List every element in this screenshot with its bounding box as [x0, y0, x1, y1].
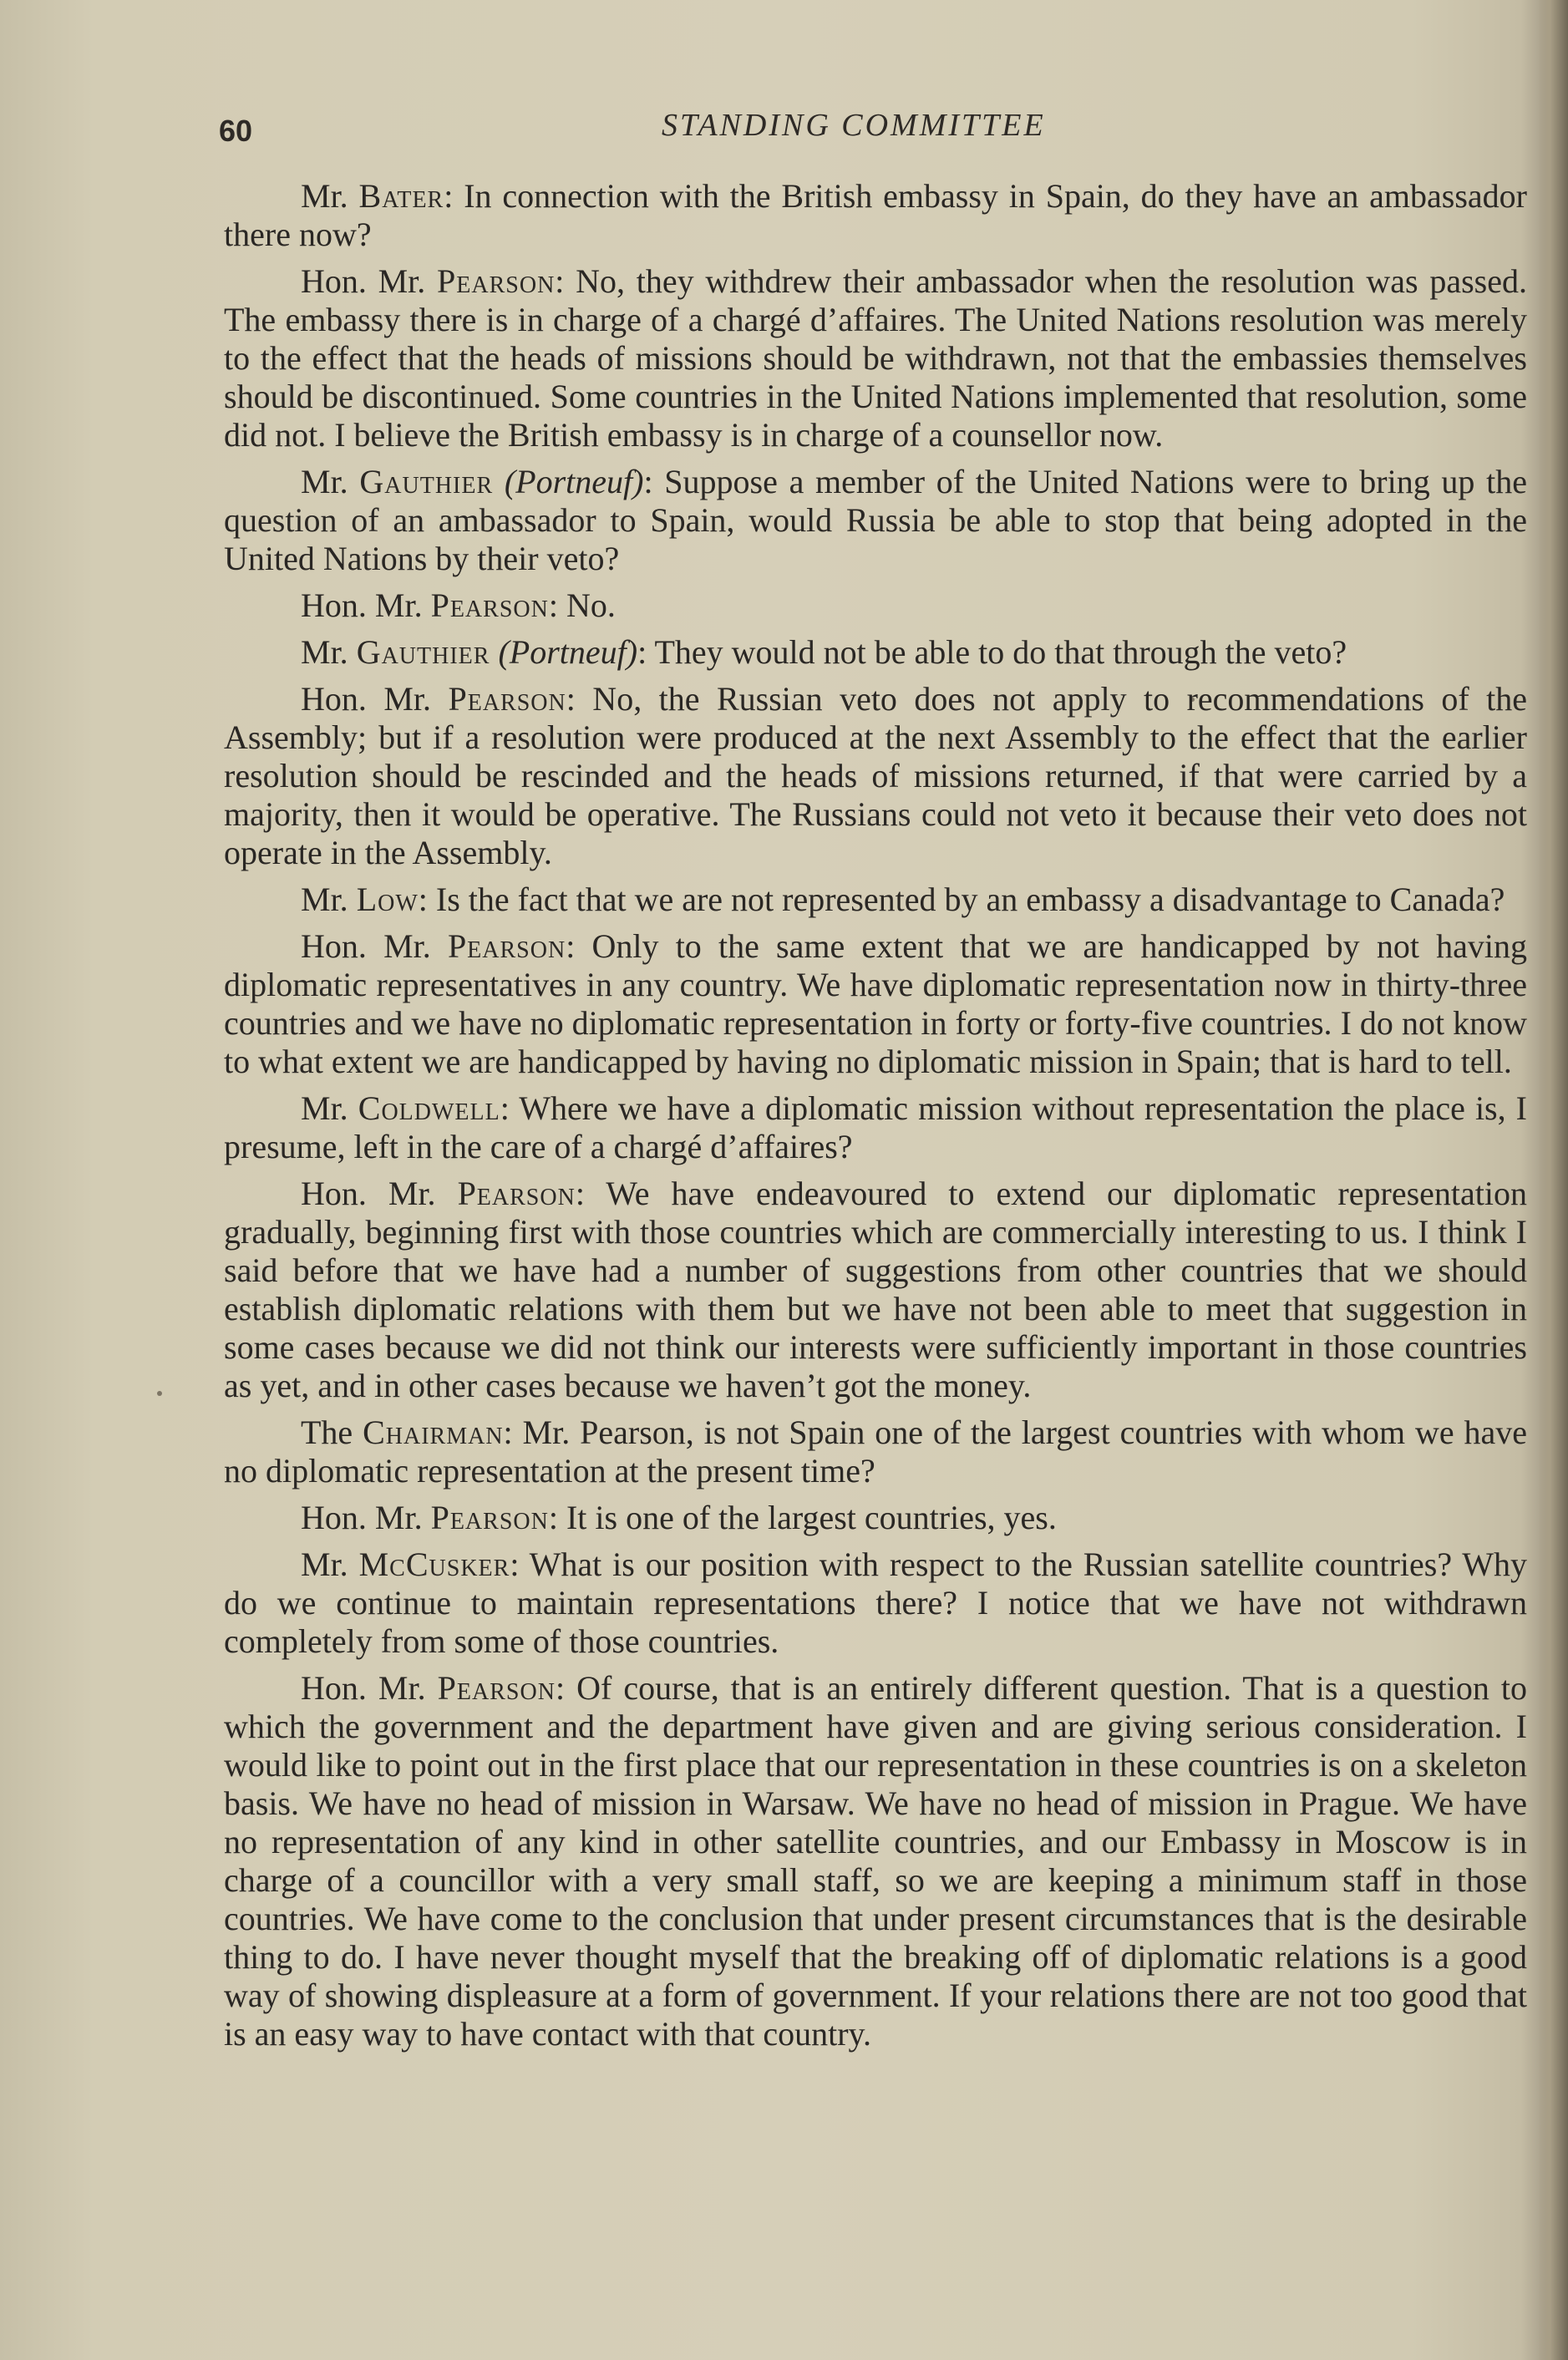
speaker-colon: :	[510, 1545, 520, 1583]
speech-text: Suppose a member of the United Nations were to bring up the question of an ambassador to Spain, would Russia be able to stop that being adopted in the United Nations by their veto?	[224, 463, 1527, 577]
speaker-colon: :	[575, 1175, 585, 1212]
speaker-title: Hon. Mr.	[301, 1499, 423, 1536]
speech-text: It is one of the largest countries, yes.	[557, 1499, 1057, 1536]
speaker-colon: :	[503, 1413, 513, 1451]
transcript-paragraph	[224, 1499, 1527, 1537]
speaker-name: Chairman	[363, 1413, 504, 1451]
transcript-paragraph	[224, 1669, 1527, 2053]
speaker-colon: :	[418, 881, 428, 918]
speaker-title: Hon. Mr.	[301, 262, 426, 300]
transcript-paragraph	[224, 927, 1527, 1081]
speaker-colon: :	[500, 1089, 510, 1127]
speaker-colon: :	[566, 927, 576, 965]
speaker-name: Gauthier	[359, 463, 494, 500]
speaker-name: Gauthier	[356, 633, 490, 671]
transcript-paragraph	[224, 1413, 1527, 1490]
speaker-colon: :	[548, 586, 558, 624]
speech-text: Mr. Pearson, is not Spain one of the largest countries with whom we have no diplomatic representation at the present time?	[224, 1413, 1528, 1490]
speaker-name: Low	[356, 881, 419, 918]
speaker-constituency: (Portneuf)	[504, 463, 644, 500]
speaker-title: Mr.	[301, 177, 348, 215]
transcript-paragraph	[224, 881, 1527, 919]
transcript-paragraph	[224, 1545, 1527, 1661]
speaker-colon: :	[444, 177, 454, 215]
speech-text: No, they withdrew their ambassador when the resolution was passed. The embassy there is in charge of a chargé d’affaires. The United Nations resolution was merely to the effect that the heads of missions should be withdrawn, not that the embassies themselves should be discontinued. Some countries in the United Nations implemented that resolution, some did not. I believe the British embassy is in charge of a counsellor now.	[224, 262, 1527, 454]
speech-text: They would not be able to do that through the veto?	[647, 633, 1347, 671]
speaker-title: Hon. Mr.	[301, 927, 431, 965]
speech-text: We have endeavoured to extend our diplomatic representation gradually, beginning first with those countries which are commercially interesting to us. I think I said before that we have had a number of suggestions from other countries that we should establish diplomatic relations with them but we have not been able to meet that suggestion in some cases because we did not think our interests were sufficiently important in those countries as yet, and in other cases because we haven’t got the money.	[224, 1175, 1527, 1404]
speaker-title: Hon. Mr.	[301, 1669, 426, 1707]
speech-text: What is our position with respect to the Russian satellite countries? Why do we continue to maintain representations there? I notice that we have not withdrawn completely from some of those countries.	[224, 1545, 1528, 1660]
speaker-name: Pearson	[430, 1499, 549, 1536]
speaker-name: Pearson	[447, 927, 566, 965]
speaker-name: McCusker	[358, 1545, 510, 1583]
speaker-name: Pearson	[430, 586, 549, 624]
transcript-paragraph	[224, 262, 1527, 454]
speaker-name: Coldwell	[358, 1089, 500, 1127]
speaker-title: Mr.	[301, 1545, 348, 1583]
transcript-paragraph	[224, 1089, 1527, 1166]
transcript-paragraph	[224, 680, 1527, 872]
transcript-paragraph	[224, 177, 1527, 254]
speaker-name: Pearson	[437, 1669, 556, 1707]
speaker-title: The	[301, 1413, 353, 1451]
speaker-name: Bater	[358, 177, 444, 215]
page-header	[219, 107, 1514, 157]
running-title: STANDING COMMITTEE	[662, 108, 1046, 143]
speaker-title: Hon. Mr.	[301, 586, 423, 624]
speech-text: No.	[557, 586, 616, 624]
transcript-paragraph	[224, 633, 1527, 672]
speech-text: Where we have a diplomatic mission without representation the place is, I presume, left in the care of a chargé d’affaires?	[224, 1089, 1528, 1165]
transcript-paragraph	[224, 1175, 1527, 1405]
speech-text: Only to the same extent that we are handicapped by not having diplomatic representatives in any country. We have diplomatic representation now in thirty-three countries and we have no diplomatic representation in forty or forty-five countries. I do not know to what extent we are handicapped by having no diplomatic mission in Spain; that is hard to tell.	[224, 927, 1527, 1080]
speaker-title: Mr.	[301, 1089, 348, 1127]
speaker-colon: :	[555, 1669, 566, 1707]
speaker-colon: :	[548, 1499, 558, 1536]
speaker-colon: :	[637, 633, 647, 671]
speaker-constituency: (Portneuf)	[498, 633, 638, 671]
speaker-name: Pearson	[437, 262, 556, 300]
page-number: 60	[219, 114, 253, 148]
speaker-title: Mr.	[301, 881, 348, 918]
speaker-title: Mr.	[301, 463, 348, 500]
speech-text: In connection with the British embassy in Spain, do they have an ambassador there now?	[224, 177, 1528, 253]
speaker-title: Hon. Mr.	[301, 680, 432, 718]
speech-text: Is the fact that we are not represented by an embassy a disadvantage to Canada?	[427, 881, 1505, 918]
transcript-paragraph	[224, 586, 1527, 625]
speech-text: Of course, that is an entirely different question. That is a question to which the government and the department have given and are giving serious consideration. I would like to point out in the first place that our representation in these countries is on a skeleton basis. We have no head of mission in Warsaw. We have no head of mission in Prague. We have no representation of any kind in other satellite countries, and our Embassy in Moscow is in charge of a councillor with a very small staff, so we are keeping a minimum staff in those countries. We have come to the conclusion that under present circumstances that is the desirable thing to do. I have never thought myself that the breaking off of diplomatic relations is a good way of showing displeasure at a form of government. If your relations there are not too good that is an easy way to have contact with that country.	[224, 1669, 1528, 2053]
speaker-name: Pearson	[457, 1175, 576, 1212]
paper-speck	[157, 1391, 162, 1396]
speaker-colon: :	[643, 463, 653, 500]
speaker-name: Pearson	[448, 680, 566, 718]
transcript-body	[224, 177, 1527, 2062]
speaker-colon: :	[555, 262, 565, 300]
page-edge-shadow	[1538, 0, 1568, 2360]
transcript-paragraph	[224, 463, 1527, 578]
speech-text: No, the Russian veto does not apply to recommendations of the Assembly; but if a resolution were produced at the next Assembly to the effect that the earlier resolution should be rescinded and the heads of missions returned, if that were carried by a majority, then it would be operative. The Russians could not veto it because their veto does not operate in the Assembly.	[224, 680, 1527, 871]
speaker-title: Hon. Mr.	[301, 1175, 436, 1212]
speaker-title: Mr.	[301, 633, 348, 671]
speaker-colon: :	[566, 680, 576, 718]
